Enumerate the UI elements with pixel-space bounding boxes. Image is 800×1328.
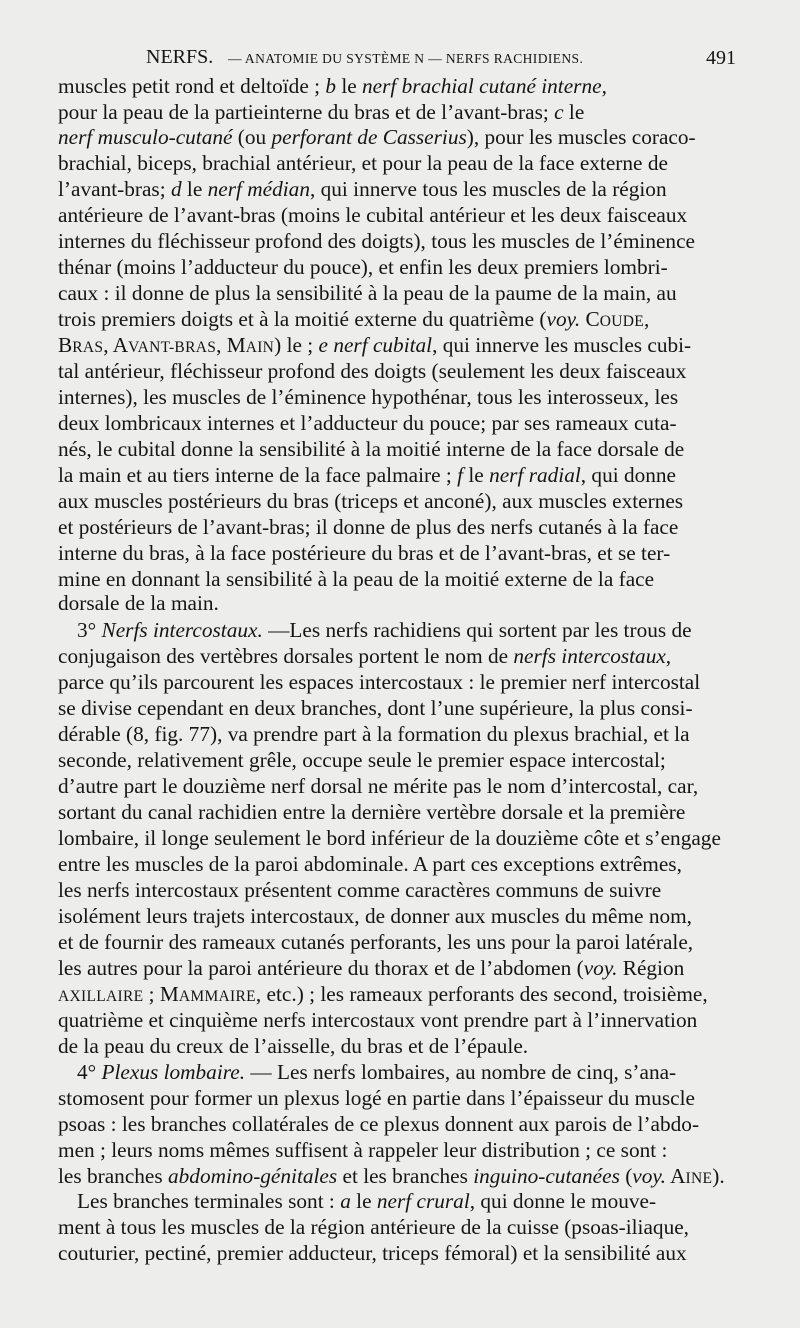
text-span: C: [580, 307, 600, 331]
text-line: [58, 695, 728, 721]
text-line: [58, 358, 728, 384]
text-span: le: [563, 100, 585, 124]
text-span: entre les muscles de la paroi abdominale. A part ces exceptions extrêmes,: [58, 852, 682, 876]
text-span: internes du fléchisseur profond des doigts), tous les muscles de l’éminence: [58, 229, 695, 253]
text-span: et de fournir des rameaux cutanés perforants, les uns pour la paroi latérale,: [58, 930, 694, 954]
text-line: [58, 851, 728, 877]
text-span: se divise cependant en deux branches, dont l’une supérieure, la plus consi-: [58, 696, 693, 720]
small-caps-span: INE: [685, 1170, 713, 1187]
text-line: [58, 1137, 728, 1163]
text-span: caux : il donne de plus la sensibilité à la peau de la paume de la main, au: [58, 281, 677, 305]
text-line: [58, 410, 728, 436]
italic-span: d: [170, 177, 182, 201]
italic-span: perforant de Casserius: [271, 125, 467, 149]
italic-span: c: [554, 100, 564, 124]
text-line: [58, 566, 728, 592]
text-span: nés, le cubital donne la sensibilité à la moitié interne de la face dorsale de: [58, 437, 685, 461]
text-span: d’autre part le douzième nerf dorsal ne mérite pas le nom d’intercostal, car,: [58, 774, 699, 798]
text-span: (: [619, 1164, 633, 1188]
text-span: ment à tous les muscles de la région antérieure de la cuisse (psoas-iliaque,: [58, 1215, 690, 1239]
text-span: le: [181, 177, 208, 201]
text-span: Les branches terminales sont :: [77, 1189, 341, 1213]
text-line: [58, 669, 728, 695]
italic-span: inguino-cutanées: [473, 1164, 620, 1188]
text-span: dorsale de la main.: [58, 591, 219, 615]
italic-span: voy.: [546, 307, 581, 331]
text-span: (ou: [232, 125, 272, 149]
text-span: — Les nerfs lombaires, au nombre de cinq, s’ana-: [245, 1060, 677, 1084]
text-line: [58, 1007, 728, 1033]
text-line: [58, 202, 728, 228]
text-line: [58, 747, 728, 773]
text-span: conjugaison des vertèbres dorsales portent le nom de: [58, 644, 514, 668]
text-span: et les branches: [337, 1164, 474, 1188]
text-span: brachial, biceps, brachial antérieur, et pour la peau de la face externe de: [58, 151, 668, 175]
text-line: [58, 929, 728, 955]
text-line: [58, 877, 728, 903]
small-caps-span: OUDE: [599, 313, 644, 330]
text-span: stomosent pour former un plexus logé en partie dans l’épaisseur du muscle: [58, 1086, 695, 1110]
text-span: parce qu’ils parcourent les espaces intercostaux : le premier nerf intercostal: [58, 670, 701, 694]
text-span: lombaire, il longe seulement le bord inférieur de la douzième côte et s’engage: [58, 826, 721, 850]
text-span: les autres pour la paroi antérieure du thorax et de l’abdomen (: [58, 956, 584, 980]
text-span: la main et au tiers interne de la face palmaire ;: [58, 463, 458, 487]
text-span: isolément leurs trajets intercostaux, de donner aux muscles du même nom,: [58, 904, 693, 928]
text-span: le: [336, 74, 363, 98]
italic-span: f: [457, 463, 464, 487]
text-span: , qui donne: [580, 463, 677, 487]
italic-span: nerf radial: [489, 463, 581, 487]
text-line: [58, 514, 728, 540]
italic-span: abdomino-génitales: [168, 1164, 338, 1188]
italic-span: nerf médian: [207, 177, 310, 201]
text-span: et postérieurs de l’avant-bras; il donne de plus des nerfs cutanés à la face: [58, 515, 679, 539]
italic-span: e: [318, 333, 328, 357]
small-caps-span: RAS: [72, 339, 104, 356]
text-line: [58, 773, 728, 799]
text-line: [58, 124, 728, 150]
text-span: , qui innerve les muscles cubi-: [432, 333, 692, 357]
text-line: [58, 384, 728, 410]
running-header: [58, 46, 736, 72]
text-line: [58, 73, 728, 99]
italic-span: a: [340, 1189, 351, 1213]
text-line: [58, 280, 728, 306]
text-span: , A: [103, 333, 129, 357]
italic-span: Plexus lombaire.: [101, 1060, 246, 1084]
text-span: psoas : les branches collatérales de ce plexus donnent aux parois de l’abdo-: [58, 1112, 700, 1136]
text-span: le: [463, 463, 490, 487]
italic-span: nerf musculo-cutané: [58, 125, 233, 149]
text-line: [77, 1188, 728, 1214]
text-line: [58, 1033, 728, 1059]
text-span: quatrième et cinquième nerfs intercostaux vont prendre part à l’innervation: [58, 1008, 698, 1032]
text-span: ,: [665, 644, 672, 668]
text-span: ) le ;: [274, 333, 319, 357]
italic-span: nerf cubital: [333, 333, 433, 357]
text-span: mine en donnant la sensibilité à la peau de la moitié externe de la face: [58, 567, 655, 591]
text-line: [58, 332, 728, 358]
text-span: trois premiers doigts et à la moitié externe du quatrième (: [58, 307, 547, 331]
text-span: les nerfs intercostaux présentent comme caractères communs de suivre: [58, 878, 662, 902]
italic-span: b: [325, 74, 336, 98]
text-line: [58, 176, 728, 202]
small-caps-span: VANT-BRAS: [128, 339, 217, 356]
text-span: aux muscles postérieurs du bras (triceps et anconé), aux muscles externes: [58, 489, 684, 513]
small-caps-span: AIN: [245, 339, 275, 356]
text-line: [77, 1059, 728, 1085]
text-line: [58, 228, 728, 254]
text-line: [58, 643, 728, 669]
text-span: A: [666, 1164, 686, 1188]
text-span: 3°: [77, 618, 102, 642]
small-caps-span: AMMAIRE: [178, 988, 256, 1005]
text-span: —Les nerfs rachidiens qui sortent par les trous de: [262, 618, 692, 642]
text-span: tal antérieur, fléchisseur profond des doigts (seulement les deux faisceaux: [58, 359, 687, 383]
text-line: [58, 1111, 728, 1137]
text-span: pour la peau de la partieinterne du bras et de l’avant-bras;: [58, 100, 555, 124]
text-span: sortant du canal rachidien entre la dernière vertèbre dorsale et la première: [58, 800, 686, 824]
header-section: NERFS.: [146, 46, 214, 68]
text-span: B: [58, 333, 73, 357]
italic-span: nerfs intercostaux: [513, 644, 666, 668]
italic-span: nerf brachial cutané interne: [362, 74, 602, 98]
text-line: [58, 825, 728, 851]
text-span: , qui innerve tous les muscles de la région: [309, 177, 667, 201]
text-line: [58, 1214, 728, 1240]
text-line: [58, 99, 728, 125]
italic-span: nerf crural: [376, 1189, 470, 1213]
text-span: men ; leurs noms mêmes suffisent à rappeler leur distribution ; ce sont :: [58, 1138, 668, 1162]
italic-span: voy.: [632, 1164, 666, 1188]
text-span: ,: [643, 307, 650, 331]
italic-span: Nerfs intercostaux.: [101, 618, 263, 642]
text-line: [58, 150, 728, 176]
text-line: [58, 540, 728, 566]
text-span: ), pour les muscles coraco-: [466, 125, 696, 149]
text-span: ,: [601, 74, 607, 98]
text-span: Région: [617, 956, 685, 980]
text-span: thénar (moins l’adducteur du pouce), et enfin les deux premiers lombri-: [58, 255, 668, 279]
text-span: le: [350, 1189, 377, 1213]
text-line: [58, 462, 728, 488]
page-number: 491: [706, 47, 736, 69]
text-line: [58, 1163, 728, 1189]
italic-span: voy.: [583, 956, 618, 980]
text-span: de la peau du creux de l’aisselle, du bras et de l’épaule.: [58, 1034, 529, 1058]
text-span: ).: [712, 1164, 725, 1188]
text-line: [58, 1240, 728, 1266]
text-span: interne du bras, à la face postérieure du bras et de l’avant-bras, et se ter-: [58, 541, 671, 565]
text-span: , qui donne le mouve-: [469, 1189, 657, 1213]
text-span: seconde, relativement grêle, occupe seule le premier espace intercostal;: [58, 748, 666, 772]
text-span: antérieure de l’avant-bras (moins le cubital antérieur et les deux faisceaux: [58, 203, 688, 227]
text-line: [58, 436, 728, 462]
header-subtitle: — ANATOMIE DU SYSTÈME N — NERFS RACHIDIENS.: [228, 51, 584, 66]
text-span: l’avant-bras;: [58, 177, 171, 201]
small-caps-span: AXILLAIRE: [58, 988, 144, 1005]
text-line: [58, 488, 728, 514]
text-span: , etc.) ; les rameaux perforants des second, troisième,: [255, 982, 708, 1006]
text-line: [58, 955, 728, 981]
text-line: [77, 617, 728, 643]
text-span: 4°: [77, 1060, 102, 1084]
text-span: internes), les muscles de l’éminence hypothénar, tous les interosseux, les: [58, 385, 679, 409]
text-line: [58, 981, 728, 1007]
text-span: dérable (8, fig. 77), va prendre part à la formation du plexus brachial, et la: [58, 722, 690, 746]
text-span: muscles petit rond et deltoïde ;: [58, 74, 326, 98]
text-line: [58, 1085, 728, 1111]
text-line: [58, 721, 728, 747]
text-line: [58, 306, 728, 332]
text-span: deux lombricaux internes et l’adducteur du pouce; par ses rameaux cuta-: [58, 411, 677, 435]
text-line: [58, 903, 728, 929]
text-span: couturier, pectiné, premier adducteur, triceps fémoral) et la sensibilité aux: [58, 1241, 687, 1265]
text-span: les branches: [58, 1164, 168, 1188]
text-line: [58, 799, 728, 825]
text-line: [58, 590, 728, 616]
text-span: ; M: [143, 982, 179, 1006]
text-span: , M: [216, 333, 246, 357]
text-line: [58, 254, 728, 280]
